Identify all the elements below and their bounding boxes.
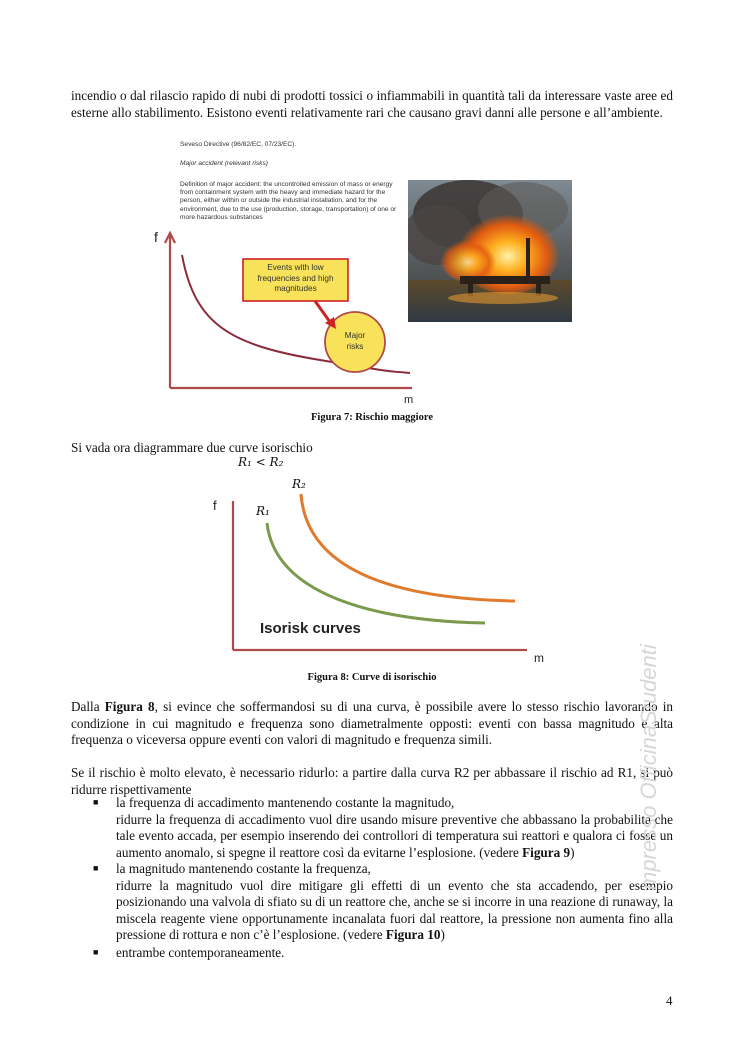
list-item-2-ref: Figura 10 <box>385 927 441 942</box>
circle-line-1: Major <box>344 331 366 340</box>
figura8-ref: Figura 8 <box>104 699 155 714</box>
callout-text <box>243 263 348 295</box>
watermark <box>626 530 666 890</box>
figure8-caption: Figura 8: Curve di isorischio <box>307 672 437 683</box>
list-item-2-end: ) <box>440 927 445 942</box>
list-item-1-end: ) <box>570 844 575 860</box>
bullet-2: ■ <box>93 863 99 873</box>
figure7-directive: Seveso Directive (96/82/EC, 07/23/EC). <box>180 141 297 148</box>
list-item-1-body: ridurre la frequenza di accadimento vuol dire usando misure preventive che abbassano la probabilità che tale evento accada, per esempio inserendo dei controllori di temperatura sui reattori e qualora ci fosse un aumento anomalo, si spegne il reattore così da evitarne l’esplosione. (vedere <box>116 811 673 860</box>
figura8-paragraph <box>71 699 673 749</box>
figure7-axis-f: f <box>154 229 158 245</box>
callout-arrow <box>315 301 330 322</box>
isorisk-intro: Si vada ora diagrammare due curve isorischio <box>71 440 313 455</box>
figure7-axis-m: m <box>404 394 414 406</box>
list-item-2-body: ridurre la magnitudo vuol dire mitigare gli effetti di un evento che sta accadendo, per esempio posizionando una valvola di sfiato su di un reattore che, anche se si incorre in una reazione di runaway, la miscela reagente viene opportunamente incanalata fuori dal reattore, la pressione non aumenta fino alla pressione di rottura e non c’è l’esplosione. (vedere <box>116 877 673 942</box>
figure7-risk-chart <box>150 225 415 410</box>
label-r2: R₂ <box>292 477 306 491</box>
list-item-1-ref: Figura 9 <box>522 844 571 860</box>
circle-line-2: risks <box>346 341 364 351</box>
list-item-2-title: la magnitudo mantenendo costante la frequenza, <box>116 861 371 876</box>
oil-rig-fire-photo <box>408 180 572 322</box>
figure8-axis-f: f <box>213 498 217 513</box>
figure8-axis-m: m <box>534 651 544 665</box>
callout-line-2: frequencies and high <box>257 273 334 283</box>
rischio-paragraph: Se il rischio è molto elevato, è necessario ridurlo: a partire dalla curva R2 per abbassare il rischio ad R1, si può ridurre rispettivamente <box>71 765 673 797</box>
circle-text <box>325 331 385 352</box>
risk-relation: R₁ < R₂ <box>238 455 284 469</box>
figure7-caption: Figura 7: Rischio maggiore <box>310 412 433 423</box>
watermark-text: mpresso OfficinaStudenti <box>636 644 661 890</box>
figure7-subtitle: Major accident (relevant risks) <box>180 160 268 167</box>
figura8-lead: Dalla <box>71 699 105 714</box>
bullet-3: ■ <box>93 947 99 957</box>
isorisk-curve-r2 <box>301 494 515 601</box>
label-r1: R₁ <box>256 504 270 518</box>
list-item-2 <box>116 861 673 944</box>
list-item-1-title: la frequenza di accadimento mantenendo costante la magnitudo, <box>116 795 455 810</box>
callout-line-1: Events with low <box>267 263 324 272</box>
intro-paragraph: incendio o dal rilascio rapido di nubi di prodotti tossici o infiammabili in quantità tali da interessare vaste aree ed esterne allo stabilimento. Esistono eventi relativamente rari che causano gravi danni alle persone e all’ambiente. <box>71 88 673 120</box>
isorisk-curve-r1 <box>267 523 485 623</box>
page-number: 4 <box>666 993 673 1008</box>
list-item-3: entrambe contemporaneamente. <box>116 945 285 960</box>
isorisk-title: Isorisk curves <box>260 620 361 637</box>
bullet-1: ■ <box>93 797 99 807</box>
figura8-rest: , si evince che soffermandosi su di una curva, è possibile avere lo stesso rischio lavorando in condizione in cui magnitudo e frequenza sono diametralmente opposti: eventi con bassa magnitudo e alta frequenza o viceversa oppure eventi con valori di magnitudo e frequenza simili. <box>71 699 673 747</box>
callout-line-3: magnitudes <box>274 284 317 293</box>
list-item-1 <box>116 795 673 861</box>
figure7-definition: Definition of major accident: the uncontrolled emission of mass or energy from containment system with the heavy and immediate hazard for the person, either within or outside the industrial installation, and for the environment, due to the use (production, storage, transportation) of one or more hazardous substances <box>180 181 397 221</box>
